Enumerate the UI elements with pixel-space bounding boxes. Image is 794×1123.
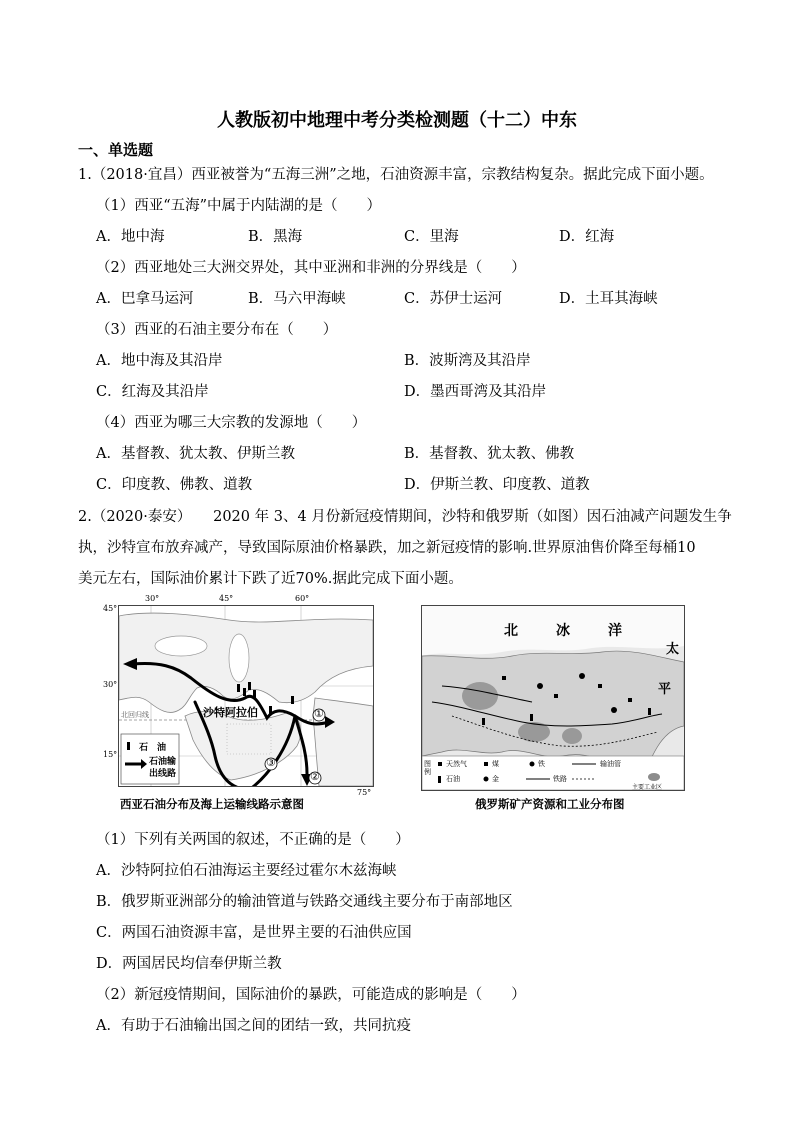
option-d[interactable]: D．伊斯兰教、印度教、道教 [404,477,590,493]
map1-country-label: 沙特阿拉伯 [203,706,258,719]
map1-route-1: ① [314,707,324,720]
map1-route-2: ② [310,770,320,783]
map1-lat-45: 45° [103,604,118,613]
map1-tropic-label: 北回归线 [121,711,149,719]
option-c[interactable]: C．红海及其沿岸 [96,384,209,400]
map2-legend-label: 图例 [424,760,431,776]
map1-legend-route-1: 石油输 [149,757,177,767]
option-b[interactable]: B．基督教、犹太教、佛教 [404,446,575,462]
west-asia-map [103,594,374,797]
option-a[interactable]: A．地中海及其沿岸 [96,353,223,369]
option-c[interactable]: C．里海 [404,229,459,245]
map2-ocean-char1: 北 [504,623,518,639]
option-d[interactable]: D．红海 [559,229,615,245]
option-d[interactable]: D．土耳其海峡 [559,291,658,307]
map2-caption: 俄罗斯矿产资源和工业分布图 [475,797,625,811]
map1-lat-30: 30° [103,680,118,689]
option-a[interactable]: A．地中海 [96,229,165,245]
option-a[interactable]: A．基督教、犹太教、伊斯兰教 [96,446,295,462]
q1-sub2-options [96,289,696,309]
map1-lat-15: 15° [103,750,118,759]
map1-legend-oil: 石 油 [139,743,167,753]
map2-legend-coal: 煤 [492,760,499,768]
q1-sub4-stem: （4）西亚为哪三大宗教的发源地（ ） [96,415,367,431]
map2-legend-gas: 天然气 [446,760,467,768]
q2-sub1-stem: （1）下列有关两国的叙述，不正确的是（ ） [96,832,410,848]
q1-sub1-options [96,227,696,247]
section-heading: 一、单选题 [78,141,154,159]
map2-legend-rail: 铁路 [553,775,567,783]
option-b[interactable]: B．波斯湾及其沿岸 [404,353,531,369]
q2-sub1-option-b[interactable]: B．俄罗斯亚洲部分的输油管道与铁路交通线主要分布于南部地区 [96,894,513,910]
option-b[interactable]: B．马六甲海峡 [248,291,346,307]
map2-ocean-char2: 冰 [556,623,570,639]
map2-legend-metal: 金 [492,775,499,783]
map2-legend-pipe: 输油管 [600,760,621,768]
option-c[interactable]: C．印度教、佛教、道教 [96,477,253,493]
q2-sub2-stem: （2）新冠疫情期间，国际油价的暴跌，可能造成的影响是（ ） [96,987,526,1003]
q1-sub1-stem: （1）西亚“五海”中属于内陆湖的是（ ） [96,198,382,214]
option-a[interactable]: A．巴拿马运河 [96,291,194,307]
q1-sub4-options-cd [96,475,696,495]
map1-route-3: ③ [266,756,276,769]
russia-map [421,605,685,791]
map2-ocean-char3: 洋 [608,623,622,639]
map1-lon-75: 75° [357,788,372,797]
q1-sub4-options-ab [96,444,696,464]
q1-sub3-stem: （3）西亚的石油主要分布在（ ） [96,322,338,338]
map2-legend-industry: 主要工业区 [632,784,663,791]
q2-sub1-option-a[interactable]: A．沙特阿拉伯石油海运主要经过霍尔木兹海峡 [96,863,397,879]
q2-intro-line2: 执，沙特宣布放弃减产，导致国际原油价格暴跌，加之新冠疫情的影响.世界原油售价降至每桶10 [78,540,696,556]
map1-legend-route-2: 出线路 [149,769,177,779]
q2-intro-line3: 美元左右，国际油价累计下跌了近70%.据此完成下面小题。 [78,571,463,587]
map1-lon-45: 45° [219,594,234,603]
map2-pacific-char1: 太 [666,642,680,657]
map2-pacific-char2: 平 [658,682,672,697]
map2-legend-oil: 石油 [446,775,460,783]
map2-legend-iron: 铁 [538,760,545,768]
q2-intro-line1: 2.（2020·泰安） 2020 年 3、4 月份新冠疫情期间，沙特和俄罗斯（如图）因石油减产问题发生争 [78,509,732,525]
q1-sub3-options-ab [96,351,696,371]
page-title: 人教版初中地理中考分类检测题（十二）中东 [217,110,577,131]
q1-intro: 1.（2018·宜昌）西亚被誉为“五海三洲”之地，石油资源丰富，宗教结构复杂。据此完成下面小题。 [78,167,714,183]
option-b[interactable]: B．黑海 [248,229,303,245]
option-c[interactable]: C．苏伊士运河 [404,291,503,307]
option-d[interactable]: D．墨西哥湾及其沿岸 [404,384,547,400]
map1-lon-30: 30° [145,594,160,603]
map1-caption: 西亚石油分布及海上运输线路示意图 [120,797,304,811]
q1-sub2-stem: （2）西亚地处三大洲交界处，其中亚洲和非洲的分界线是（ ） [96,260,526,276]
q1-sub3-options-cd [96,382,696,402]
q2-sub1-option-d[interactable]: D．两国居民均信奉伊斯兰教 [96,956,282,972]
q2-sub1-option-c[interactable]: C．两国石油资源丰富，是世界主要的石油供应国 [96,925,412,941]
q2-sub2-option-a[interactable]: A．有助于石油输出国之间的团结一致，共同抗疫 [96,1018,411,1034]
map1-lon-60: 60° [295,594,310,603]
